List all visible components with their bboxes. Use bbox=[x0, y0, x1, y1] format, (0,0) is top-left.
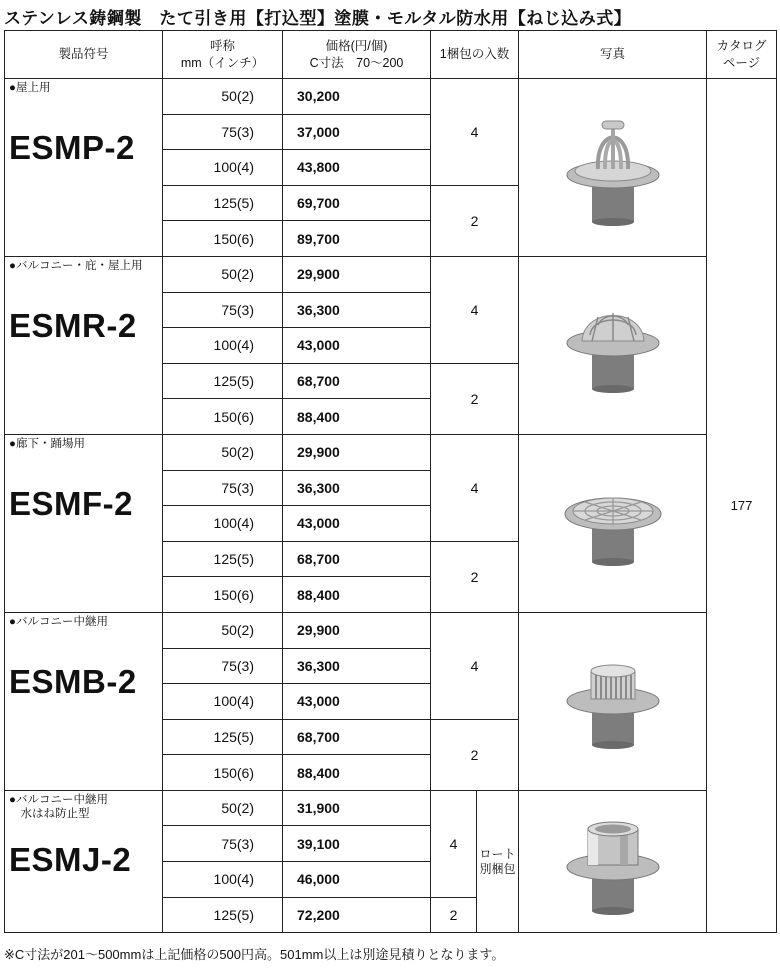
footnote: ※C寸法が201～500mmは上記価格の500円高。501mm以上は別途見積りとなります。 bbox=[4, 947, 505, 962]
price-cell: 39,100 bbox=[283, 826, 431, 862]
price-cell: 88,400 bbox=[283, 399, 431, 435]
header-product-code: 製品符号 bbox=[5, 31, 163, 79]
usage-label: ●バルコニー・庇・屋上用 bbox=[9, 259, 143, 272]
qty-cell: 2 bbox=[431, 897, 477, 933]
header-price-line2: C寸法 70～200 bbox=[309, 55, 404, 70]
qty-cell: 4 bbox=[431, 434, 519, 541]
size-cell: 150(6) bbox=[163, 399, 283, 435]
drain-basket-icon bbox=[558, 651, 668, 751]
catalog-page: 177 bbox=[707, 79, 777, 933]
price-cell: 43,000 bbox=[283, 684, 431, 720]
product-photo bbox=[519, 434, 707, 612]
price-cell: 29,900 bbox=[283, 434, 431, 470]
usage-label: ●廊下・踊場用 bbox=[9, 437, 85, 450]
qty-cell: 2 bbox=[431, 541, 519, 612]
header-nominal-line1: 呼称 bbox=[209, 38, 235, 53]
header-nominal bbox=[163, 31, 283, 79]
product-code: ESMP-2 bbox=[9, 129, 135, 166]
price-cell: 88,400 bbox=[283, 577, 431, 613]
page-title: ステンレス鋳鋼製 たて引き用【打込型】塗膜・モルタル防水用【ねじ込み式】 bbox=[4, 9, 632, 28]
price-cell: 30,200 bbox=[283, 79, 431, 115]
product-cell bbox=[5, 79, 163, 257]
product-code: ESMF-2 bbox=[9, 484, 134, 522]
header-qty: 1梱包の入数 bbox=[431, 31, 519, 79]
size-cell: 125(5) bbox=[163, 541, 283, 577]
size-cell: 125(5) bbox=[163, 897, 283, 933]
size-cell: 150(6) bbox=[163, 221, 283, 257]
size-cell: 150(6) bbox=[163, 577, 283, 613]
size-cell: 75(3) bbox=[163, 826, 283, 862]
product-cell bbox=[5, 434, 163, 612]
size-cell: 125(5) bbox=[163, 719, 283, 755]
table-row bbox=[5, 79, 777, 115]
drain-splash-guard-icon bbox=[558, 807, 668, 917]
product-code: ESMR-2 bbox=[9, 306, 137, 344]
price-cell: 36,300 bbox=[283, 292, 431, 328]
price-cell: 68,700 bbox=[283, 541, 431, 577]
size-cell: 75(3) bbox=[163, 114, 283, 150]
header-price bbox=[283, 31, 431, 79]
size-cell: 75(3) bbox=[163, 648, 283, 684]
price-cell: 37,000 bbox=[283, 114, 431, 150]
qty-cell: 4 bbox=[431, 79, 519, 186]
qty-cell: 2 bbox=[431, 719, 519, 790]
header-price-line1: 価格(円/個) bbox=[325, 38, 388, 53]
drain-dome-tall-icon bbox=[558, 107, 668, 227]
size-cell: 100(4) bbox=[163, 684, 283, 720]
size-cell: 125(5) bbox=[163, 185, 283, 221]
header-row bbox=[5, 31, 777, 79]
price-cell: 88,400 bbox=[283, 755, 431, 791]
size-cell: 75(3) bbox=[163, 470, 283, 506]
usage-label: ●屋上用 bbox=[9, 82, 51, 94]
size-cell: 150(6) bbox=[163, 755, 283, 791]
price-cell: 69,700 bbox=[283, 185, 431, 221]
qty-cell: 2 bbox=[431, 185, 519, 256]
price-cell: 46,000 bbox=[283, 862, 431, 898]
price-cell: 68,700 bbox=[283, 363, 431, 399]
size-cell: 50(2) bbox=[163, 79, 283, 115]
product-cell bbox=[5, 790, 163, 932]
price-cell: 72,200 bbox=[283, 897, 431, 933]
drain-dome-icon bbox=[558, 295, 668, 395]
size-cell: 75(3) bbox=[163, 292, 283, 328]
table-row bbox=[5, 256, 777, 292]
price-cell: 36,300 bbox=[283, 648, 431, 684]
product-code: ESMB-2 bbox=[9, 662, 137, 700]
price-cell: 29,900 bbox=[283, 612, 431, 648]
qty-cell: 4 bbox=[431, 612, 519, 719]
size-cell: 125(5) bbox=[163, 363, 283, 399]
size-cell: 50(2) bbox=[163, 790, 283, 826]
qty-cell: 2 bbox=[431, 363, 519, 434]
header-nominal-line2: mm（インチ） bbox=[180, 55, 265, 70]
header-catalog-line2: ページ bbox=[722, 55, 761, 70]
price-cell: 43,000 bbox=[283, 506, 431, 542]
price-cell: 29,900 bbox=[283, 256, 431, 292]
table-row bbox=[5, 612, 777, 648]
product-photo bbox=[519, 612, 707, 790]
size-cell: 100(4) bbox=[163, 506, 283, 542]
header-catalog bbox=[707, 31, 777, 79]
size-cell: 50(2) bbox=[163, 612, 283, 648]
product-code: ESMJ-2 bbox=[9, 840, 132, 878]
qty-cell: 4 bbox=[431, 256, 519, 363]
price-cell: 36,300 bbox=[283, 470, 431, 506]
price-cell: 68,700 bbox=[283, 719, 431, 755]
price-cell: 89,700 bbox=[283, 221, 431, 257]
price-table bbox=[4, 30, 777, 933]
qty-cell: 4 bbox=[431, 790, 477, 897]
price-cell: 43,000 bbox=[283, 328, 431, 364]
size-cell: 50(2) bbox=[163, 434, 283, 470]
table-row bbox=[5, 434, 777, 470]
table-row bbox=[5, 790, 777, 826]
product-photo bbox=[519, 79, 707, 257]
product-cell bbox=[5, 612, 163, 790]
separate-package-note bbox=[477, 790, 519, 932]
header-photo: 写真 bbox=[519, 31, 707, 79]
size-cell: 100(4) bbox=[163, 862, 283, 898]
price-cell: 43,800 bbox=[283, 150, 431, 186]
usage-label: ●バルコニー中継用 bbox=[9, 615, 108, 628]
product-photo bbox=[519, 256, 707, 434]
size-cell: 50(2) bbox=[163, 256, 283, 292]
size-cell: 100(4) bbox=[163, 150, 283, 186]
size-cell: 100(4) bbox=[163, 328, 283, 364]
product-photo bbox=[519, 790, 707, 932]
usage-label: ●バルコニー中継用 水はね防止型 bbox=[9, 793, 108, 820]
separate-package-text: ロート 別梱包 bbox=[479, 846, 516, 876]
drain-flat-grate-icon bbox=[558, 478, 668, 568]
product-cell bbox=[5, 256, 163, 434]
header-catalog-line1: カタログ bbox=[716, 38, 767, 53]
price-cell: 31,900 bbox=[283, 790, 431, 826]
